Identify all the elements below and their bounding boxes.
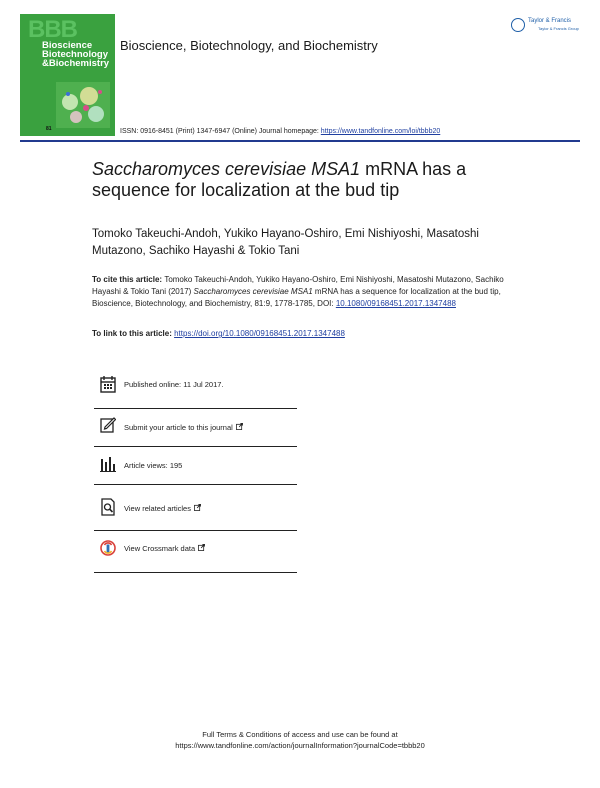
external-link-icon <box>198 544 205 551</box>
journal-title: Bioscience, Biotechnology, and Biochemistry <box>120 38 378 53</box>
citation: To cite this article: Tomoko Takeuchi-Andoh, Yukiko Hayano-Oshiro, Emi Nishiyoshi, Masatoshi Mutazono, Sachiko Hayashi & Tokio Tani (2017) Saccharomyces cerevisiae MSA1 mRNA has a sequence for localization at the bud tip, Bioscience, Biotechnology, and Biochemistry, 81:9, 1778-1785, DOI: 10.1080/09168451.2017.1347488 <box>92 275 504 308</box>
link-label: To link to this article: <box>92 329 175 338</box>
doi-link[interactable]: 10.1080/09168451.2017.1347488 <box>335 299 456 308</box>
cover-volume: 81 <box>46 126 52 132</box>
journal-homepage-link[interactable]: https://www.tandfonline.com/loi/tbbb20 <box>320 128 441 135</box>
publisher-logo[interactable] <box>511 17 583 37</box>
external-link-icon <box>194 504 201 511</box>
footer <box>0 729 600 751</box>
crossmark-label[interactable]: View Crossmark data <box>124 544 205 553</box>
publisher-logo-mark <box>511 18 525 32</box>
submit-article-item[interactable] <box>94 408 297 447</box>
cover-artwork <box>56 82 110 128</box>
article-permalink[interactable]: https://doi.org/10.1080/09168451.2017.1347488 <box>174 329 345 338</box>
crossmark-item[interactable] <box>94 530 297 573</box>
article-views-label: Article views: 195 <box>124 461 183 470</box>
footer-terms: Full Terms & Conditions of access and use can be found at <box>202 730 398 739</box>
published-online-item <box>94 370 297 409</box>
document-search-icon <box>100 498 116 516</box>
publisher-name: Taylor & Francis <box>528 18 572 24</box>
publisher-group: Taylor & Francis Group <box>538 26 579 31</box>
article-link-line <box>92 329 512 338</box>
edit-icon <box>100 416 116 434</box>
cover-title: Bioscience Biotechnology &Biochemistry <box>42 40 110 69</box>
citation-label: To cite this article: <box>92 275 165 284</box>
article-views-item <box>94 446 297 485</box>
article-authors: Tomoko Takeuchi-Andoh, Yukiko Hayano-Oshiro, Emi Nishiyoshi, Masatoshi Mutazono, Sachiko Hayashi & Tokio Tani <box>92 228 479 257</box>
related-articles-label[interactable]: View related articles <box>124 504 201 513</box>
crossmark-icon <box>100 539 116 557</box>
calendar-icon <box>100 375 116 393</box>
related-articles-item[interactable] <box>94 484 297 531</box>
cover-watermark: BBB <box>28 16 77 43</box>
bar-chart-icon <box>100 455 116 473</box>
header-divider <box>20 140 580 142</box>
footer-terms-url[interactable]: https://www.tandfonline.com/action/journalInformation?journalCode=tbbb20 <box>175 741 425 750</box>
published-online-label: Published online: 11 Jul 2017. <box>124 380 224 389</box>
issn-line: ISSN: 0916-8451 (Print) 1347-6947 (Online) Journal homepage: https://www.tandfonline.com/loi/tbbb20 <box>120 128 441 135</box>
external-link-icon <box>236 423 243 430</box>
submit-article-label[interactable]: Submit your article to this journal <box>124 423 243 432</box>
article-title: Saccharomyces cerevisiae MSA1 mRNA has a sequence for localization at the bud tip <box>92 159 467 200</box>
journal-cover <box>20 14 115 136</box>
